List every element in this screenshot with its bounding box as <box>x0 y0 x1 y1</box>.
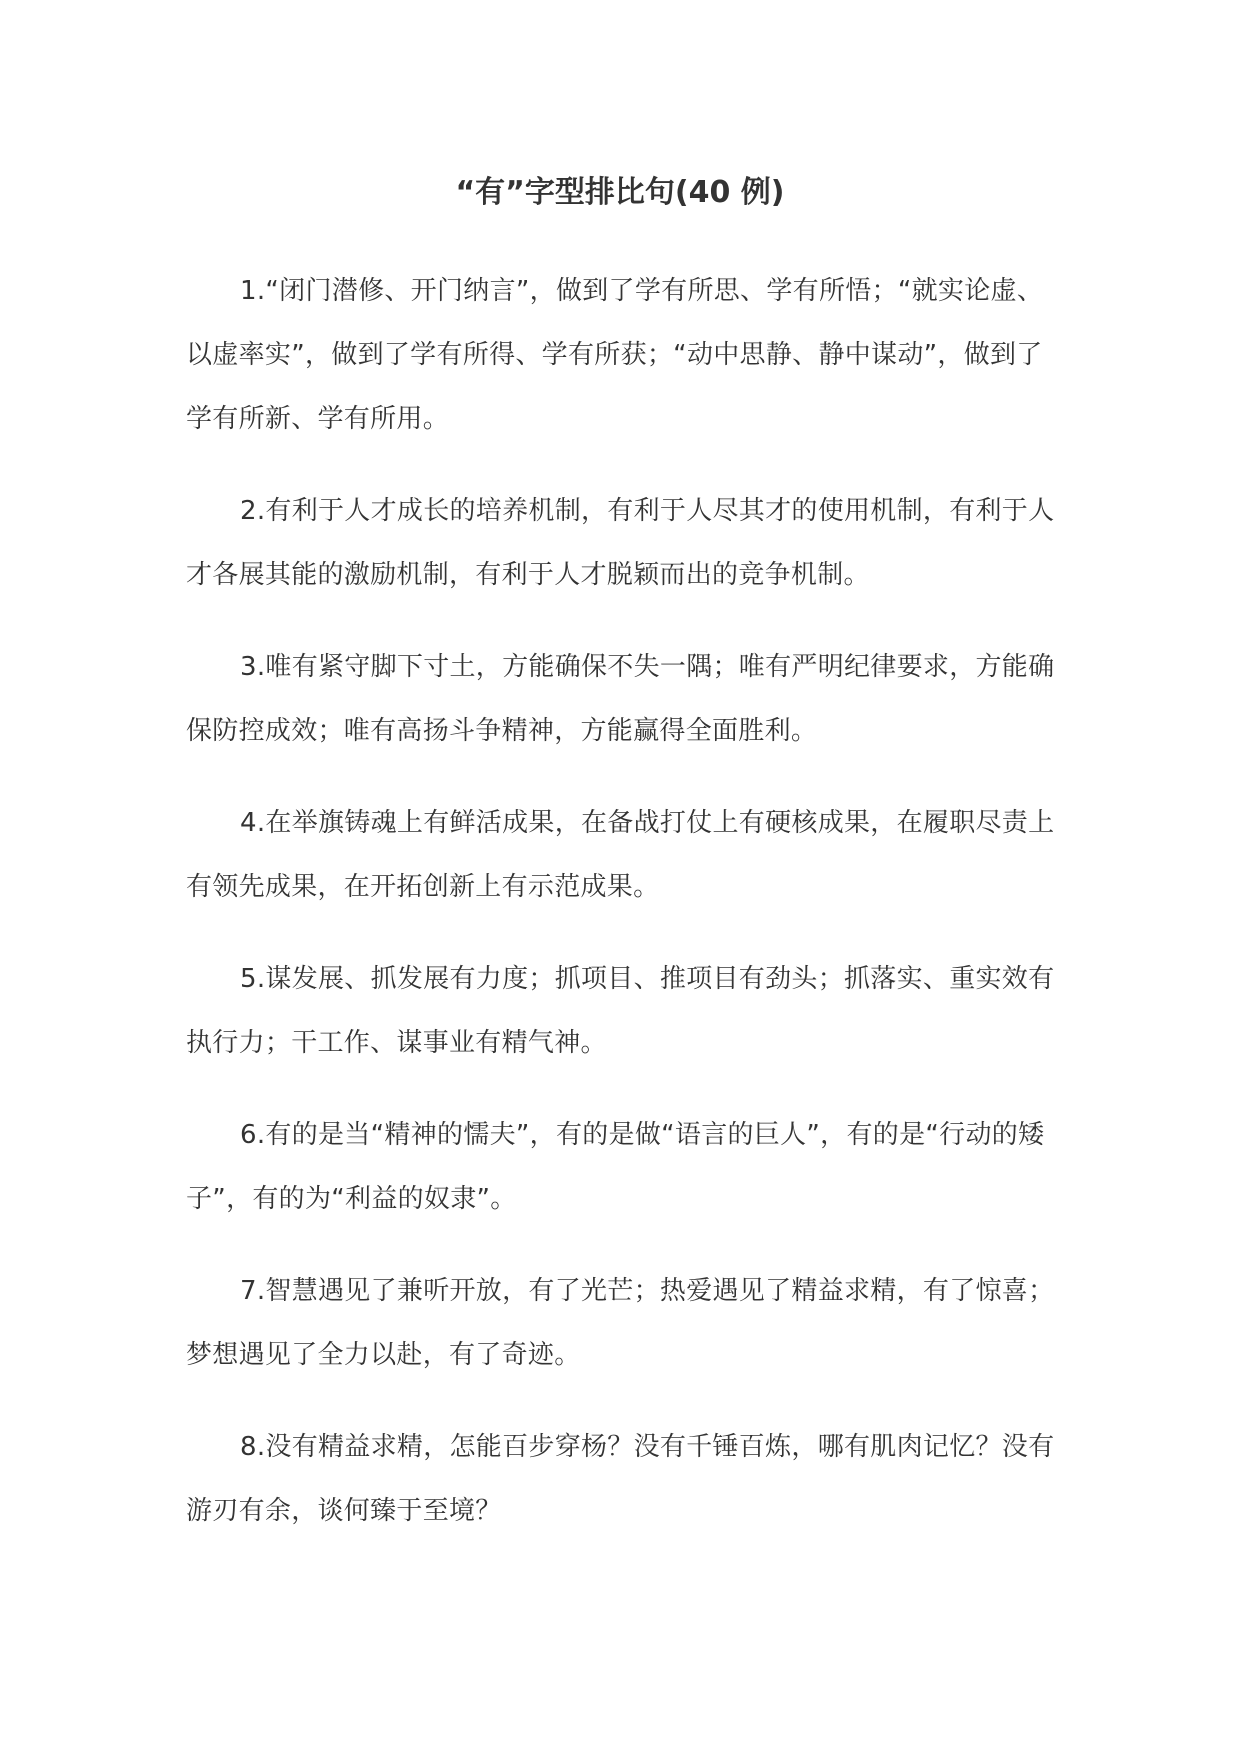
paragraph-4: 4.在举旗铸魂上有鲜活成果，在备战打仗上有硬核成果，在履职尽责上有领先成果，在开拓创新上有示范成果。 <box>186 808 1055 902</box>
paragraph-6: 6.有的是当“精神的懦夫”，有的是做“语言的巨人”，有的是“行动的矮子”，有的为“利益的奴隶”。 <box>186 1120 1045 1214</box>
paragraph-3: 3.唯有紧守脚下寸土，方能确保不失一隅；唯有严明纪律要求，方能确保防控成效；唯有高扬斗争精神，方能赢得全面胜利。 <box>186 652 1055 746</box>
paragraph-7: 7.智慧遇见了兼听开放，有了光芒；热爱遇见了精益求精，有了惊喜；梦想遇见了全力以赴，有了奇迹。 <box>186 1276 1055 1370</box>
document-body <box>186 259 1056 1571</box>
paragraph-8: 8.没有精益求精，怎能百步穿杨？没有千锤百炼，哪有肌肉记忆？没有游刃有余，谈何臻于至境？ <box>186 1432 1055 1526</box>
paragraph-5: 5.谋发展、抓发展有力度；抓项目、推项目有劲头；抓落实、重实效有执行力；干工作、谋事业有精气神。 <box>186 964 1055 1058</box>
paragraph-2: 2.有利于人才成长的培养机制，有利于人尽其才的使用机制，有利于人才各展其能的激励机制，有利于人才脱颖而出的竞争机制。 <box>186 496 1055 590</box>
paragraph-1: 1.“闭门潜修、开门纳言”，做到了学有所思、学有所悟；“就实论虚、以虚率实”，做到了学有所得、学有所获；“动中思静、静中谋动”，做到了学有所新、学有所用。 <box>186 276 1044 434</box>
document-title: “有”字型排比句(40 例) <box>455 175 785 210</box>
